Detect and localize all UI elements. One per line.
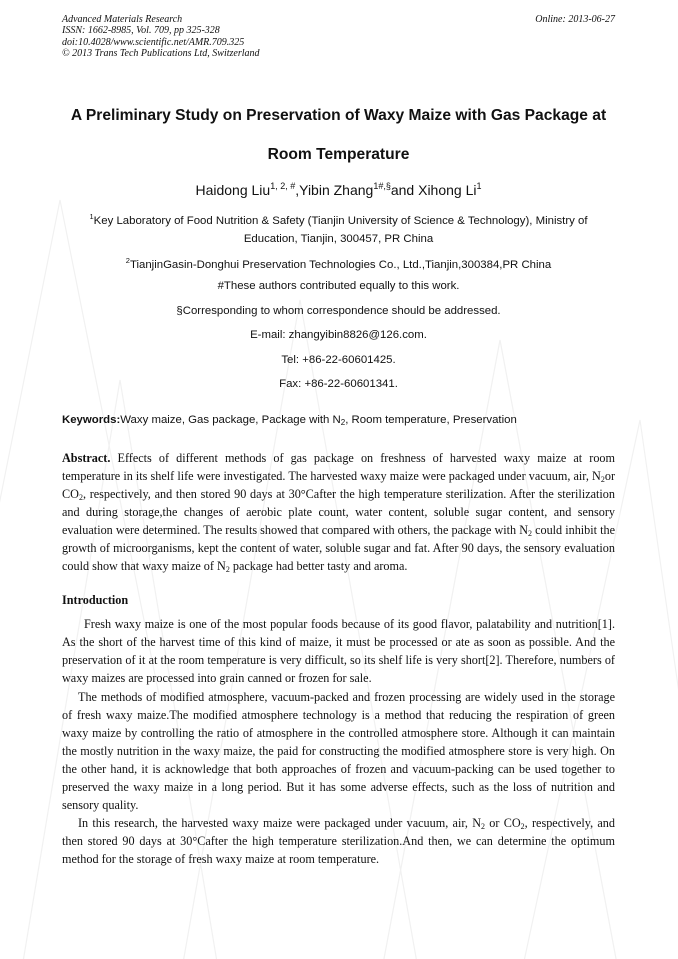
affiliation-1 — [62, 212, 615, 248]
abstract-text-5: package had better tasty and aroma. — [229, 559, 408, 574]
keywords-text-1: Waxy maize, Gas package, Package with N — [120, 413, 341, 426]
intro-p3-text-1: In this research, the harvested waxy maize were packaged under vacuum, air, N — [78, 816, 482, 831]
contact-tel: Tel: +86-22-60601425. — [281, 353, 396, 366]
title-line-2: Room Temperature — [267, 146, 410, 163]
online-date: Online: 2013-06-27 — [535, 14, 615, 25]
author-list — [62, 180, 615, 200]
author-notes — [62, 274, 615, 397]
intro-p3-sub-1: 2 — [481, 822, 486, 832]
journal-copyright: © 2013 Trans Tech Publications Ltd, Switzerland — [62, 48, 260, 60]
introduction-paragraph-2: The methods of modified atmosphere, vacuum-packed and frozen processing are widely used in the storage of fresh waxy maize.The modified atmosphere technology is a method that reducing the respiration of green waxy maize by controlling the ratio of atmosphere in the controlled atmosphere store. Although it can maintain the mostly nutrition in the waxy maize, the paid for constructing the modified atmosphere store is very high. On the other hand, it is acknowledge that both approaches of frozen and vacuum-packing can be used together to preserved the waxy maize in a long period. But it has some adverse effects, such as the loss of nutrition and sensory quality. — [62, 689, 615, 813]
intro-p3-sub-2: 2 — [520, 822, 525, 832]
abstract-text-1: Effects of different methods of gas package on freshness of harvested waxy maize at room temperature in its shelf life were investigated. The harvested waxy maize were packaged under vacuum, air, N — [62, 450, 615, 483]
journal-info — [62, 14, 260, 60]
keywords-label: Keywords: — [62, 413, 121, 426]
affiliation-2 — [62, 256, 615, 274]
abstract-sub-2: 2 — [78, 492, 83, 502]
author-2: ,Yibin Zhang — [295, 182, 374, 198]
keywords-line — [62, 411, 615, 429]
corresponding-note: §Corresponding to whom correspondence should be addressed. — [176, 304, 501, 317]
journal-name: Advanced Materials Research — [62, 14, 183, 25]
journal-header — [62, 14, 615, 62]
abstract-text-3: , respectively, and then stored 90 days at 30°Cafter the high temperature sterilization. After the sterilization and during storage,the changes of aerobic plate count, water content, soluble sugar content, and sensory evaluation were determined. The results showed that compared with others, the package with N — [62, 486, 615, 537]
abstract — [62, 449, 615, 576]
abstract-text-4: could inhibit the growth of microorganisms, kept the content of water, soluble sugar and fat. After 90 days, the sensory evaluation could show that waxy maize of N — [62, 522, 615, 574]
introduction-paragraph-3 — [62, 814, 615, 868]
keywords-subscript: 2 — [340, 417, 346, 427]
contact-fax: Fax: +86-22-60601341. — [279, 378, 398, 390]
abstract-sub-1: 2 — [600, 474, 605, 484]
paper-title — [62, 96, 615, 174]
abstract-sub-3: 2 — [528, 528, 533, 538]
author-3: and Xihong Li — [390, 182, 477, 198]
author-2-affil: 1#,§ — [373, 181, 391, 191]
abstract-text-2: or CO — [62, 468, 615, 501]
affiliation-2-text: TianjinGasin-Donghui Preservation Technologies Co., Ltd.,Tianjin,300384,PR China — [129, 259, 552, 271]
journal-doi: doi:10.4028/www.scientific.net/AMR.709.325 — [62, 36, 245, 48]
equal-contribution-note: #These authors contributed equally to this work. — [217, 280, 460, 292]
paper-page — [62, 14, 615, 868]
affiliation-1-mark: 1 — [89, 212, 94, 221]
abstract-sub-4: 2 — [225, 565, 230, 575]
affiliation-1-text: Key Laboratory of Food Nutrition & Safety (Tianjin University of Science & Technology), Ministry of Education, Tianjin, 300457, PR China — [93, 215, 588, 245]
author-1-affil: 1, 2, # — [270, 181, 296, 191]
abstract-label: Abstract. — [62, 450, 111, 465]
introduction-paragraph-1: Fresh waxy maize is one of the most popular foods because of its good flavor, palatability and nutrition[1]. As the short of the harvest time of this kind of maize, it must be processed or ate as soon as possible. And the preservation of it at the room temperature is very difficult, so its shelf life is very short[2]. Therefore, numbers of waxy maizes are processed into grain canned or frozen for sale. — [62, 617, 615, 686]
intro-p3-text-3: , respectively, and then stored 90 days at 30°Cafter the high temperature sterilization.And then, we can determine the optimum method for the storage of fresh waxy maize at room temperature. — [62, 816, 615, 867]
intro-p3-text-2: or CO — [485, 816, 521, 831]
introduction-heading: Introduction — [62, 593, 129, 608]
author-3-affil: 1 — [476, 181, 482, 191]
title-line-1: A Preliminary Study on Preservation of Waxy Maize with Gas Package at — [70, 107, 607, 124]
contact-email: E-mail: zhangyibin8826@126.com. — [250, 329, 427, 341]
keywords-text-2: , Room temperature, Preservation — [345, 413, 517, 426]
affiliation-2-mark: 2 — [125, 256, 130, 265]
journal-issn: ISSN: 1662-8985, Vol. 709, pp 325-328 — [62, 25, 220, 37]
author-1: Haidong Liu — [195, 182, 271, 198]
